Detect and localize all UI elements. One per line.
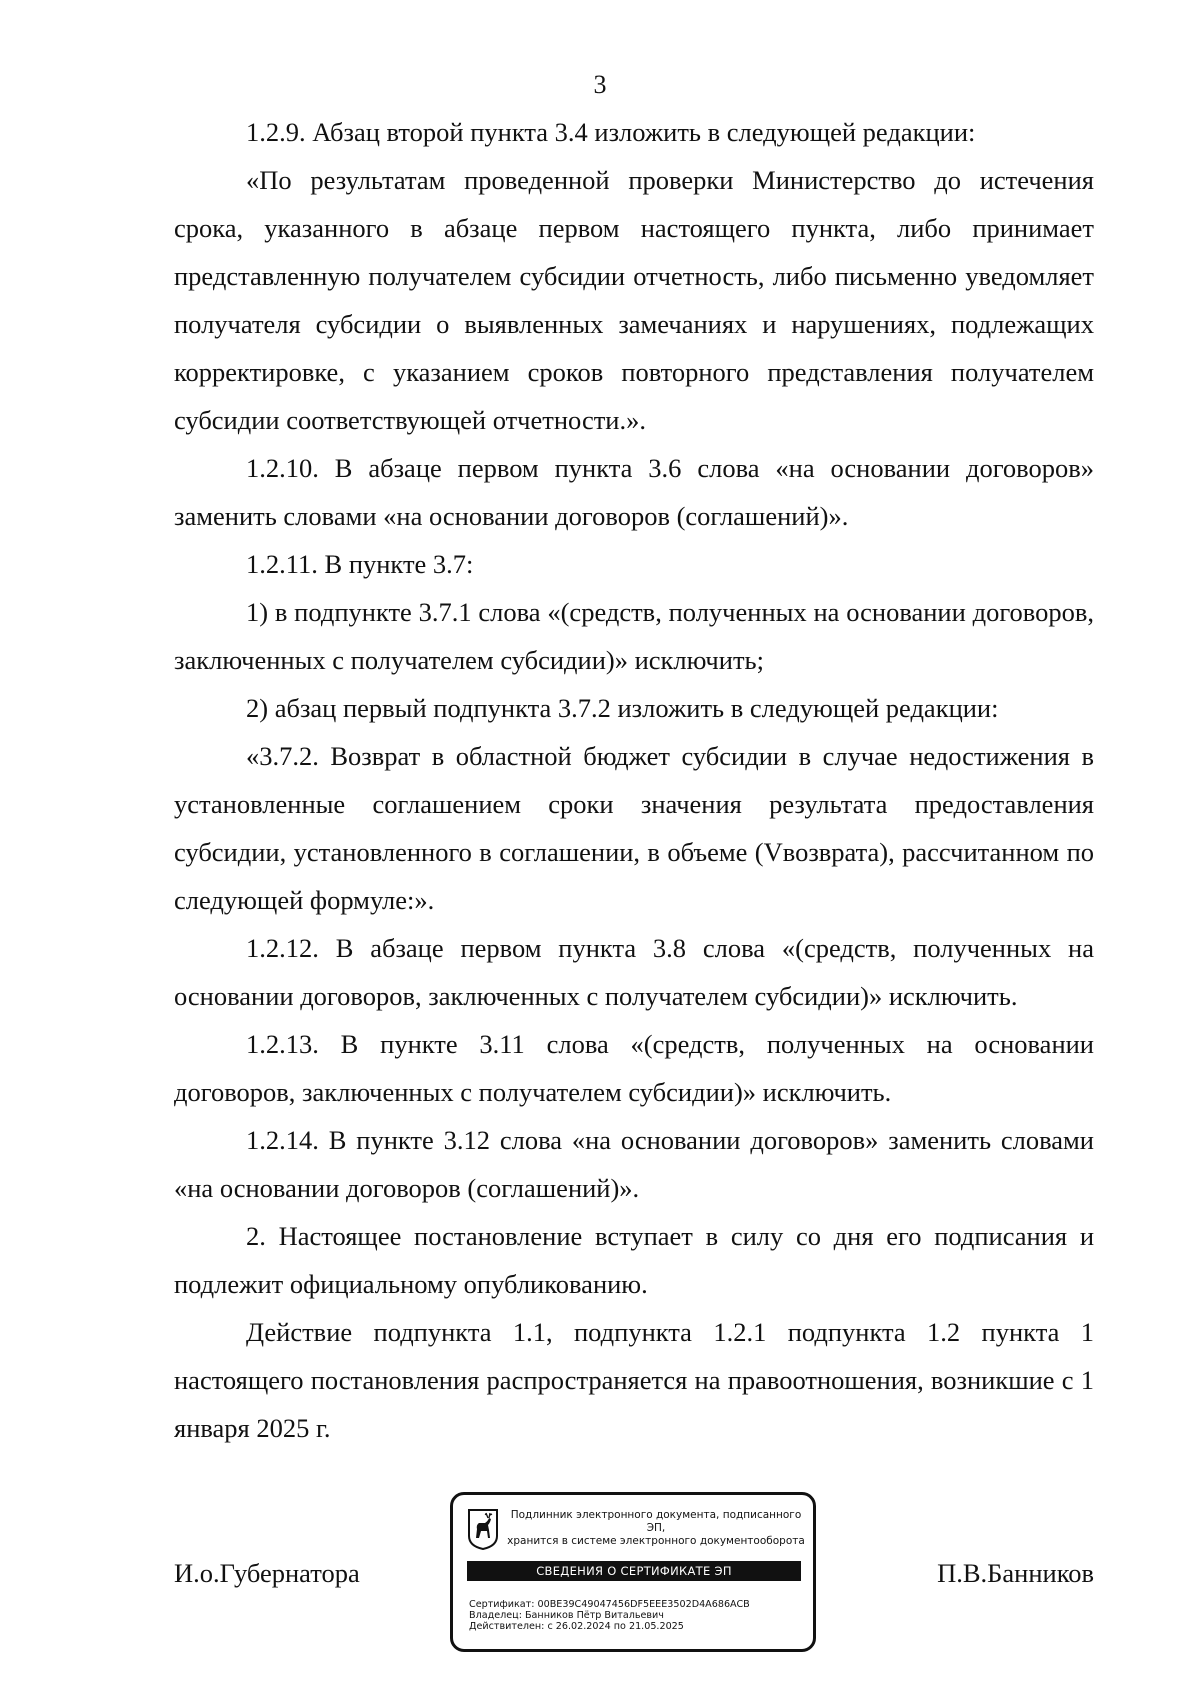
- paragraph-1-2-14: 1.2.14. В пункте 3.12 слова «на основании договоров» заменить словами «на основании договоров (соглашений)».: [174, 1125, 1094, 1203]
- paragraph-1-2-12: 1.2.12. В абзаце первом пункта 3.8 слова «(средств, полученных на основании договоров, заключенных с получателем субсидии)» исключить.: [174, 933, 1094, 1011]
- certificate-number: Сертификат: 00BE39C49047456DF5EEE3502D4A686ACB: [469, 1599, 750, 1610]
- certificate-owner: Владелец: Банников Пётр Витальевич: [469, 1610, 664, 1621]
- certificate-details: [469, 1599, 805, 1632]
- document-body: [174, 108, 1094, 1452]
- page-number: 3: [593, 70, 607, 99]
- signatory-title: И.о.Губернатора: [174, 1558, 360, 1588]
- paragraph-item-1: 1) в подпункте 3.7.1 слова «(средств, полученных на основании договоров, заключенных с получателем субсидии)» исключить;: [174, 597, 1094, 675]
- paragraph-1-2-11: 1.2.11. В пункте 3.7:: [246, 549, 474, 579]
- electronic-signature-stamp: [450, 1492, 816, 1652]
- paragraph-1-2-13: 1.2.13. В пункте 3.11 слова «(средств, полученных на основании договоров, заключенных с получателем субсидии)» исключить.: [174, 1029, 1094, 1107]
- paragraph-1-2-10: 1.2.10. В абзаце первом пункта 3.6 слова «на основании договоров» заменить словами «на основании договоров (соглашений)».: [174, 453, 1094, 531]
- paragraph-quote-3-4: «По результатам проведенной проверки Министерство до истечения срока, указанного в абзаце первом настоящего пункта, либо принимает представленную получателем субсидии отчетность, либо письменно уведомляет получателя субсидии о выявленных замечаниях и нарушениях, подлежащих корректировке, с указанием сроков повторного представления получателем субсидии соответствующей отчетности.».: [174, 165, 1094, 435]
- stamp-header: [503, 1509, 809, 1548]
- paragraph-item-2: 2) абзац первый подпункта 3.7.2 изложить в следующей редакции:: [246, 693, 999, 723]
- signatory-name: П.В.Банников: [937, 1558, 1094, 1588]
- paragraph-2: 2. Настоящее постановление вступает в силу со дня его подписания и подлежит официальному опубликованию.: [174, 1221, 1094, 1299]
- paragraph-effective: Действие подпункта 1.1, подпункта 1.2.1 подпункта 1.2 пункта 1 настоящего постановления распространяется на правоотношения, возникшие с 1 января 2025 г.: [174, 1317, 1094, 1443]
- stamp-header-line-2: хранится в системе электронного документооборота: [507, 1535, 805, 1547]
- certificate-info-band: СВЕДЕНИЯ О СЕРТИФИКАТЕ ЭП: [467, 1561, 801, 1581]
- paragraph-1-2-9: 1.2.9. Абзац второй пункта 3.4 изложить в следующей редакции:: [246, 117, 976, 147]
- paragraph-quote-3-7-2: «3.7.2. Возврат в областной бюджет субсидии в случае недостижения в установленные соглашением сроки значения результата предоставления субсидии, установленного в соглашении, в объеме (Vвозврата), рассчитанном по следующей формуле:».: [174, 741, 1094, 915]
- deer-coat-of-arms-icon: [467, 1508, 499, 1550]
- stamp-header-line-1: Подлинник электронного документа, подписанного ЭП,: [510, 1509, 802, 1534]
- certificate-validity: Действителен: с 26.02.2024 по 21.05.2025: [469, 1621, 684, 1632]
